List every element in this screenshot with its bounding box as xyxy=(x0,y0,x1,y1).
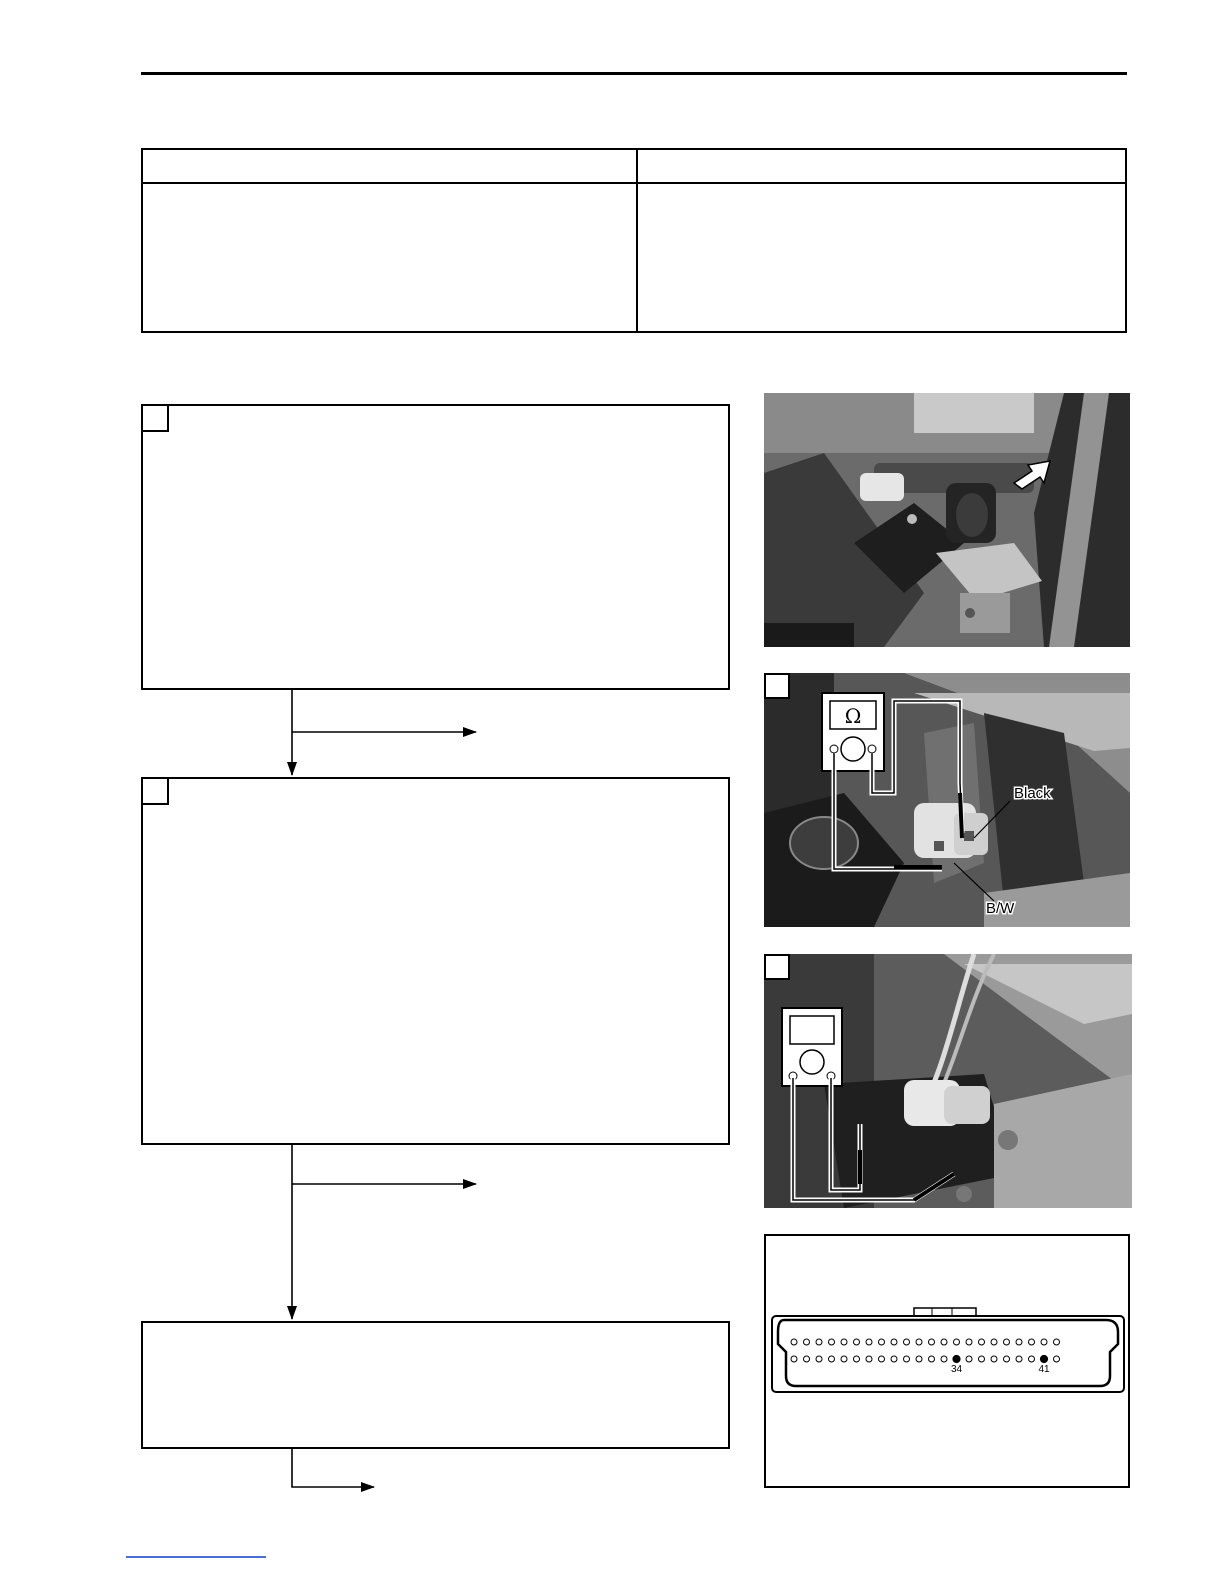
connector-pin xyxy=(941,1356,947,1362)
connector-pin xyxy=(791,1356,797,1362)
connector-pin xyxy=(1041,1339,1047,1345)
connector-pin xyxy=(866,1339,872,1345)
pin-41-label: 41 xyxy=(1038,1364,1050,1375)
connector-pin xyxy=(941,1339,947,1345)
ecm-connector-diagram xyxy=(764,1234,1130,1488)
ohm-symbol: Ω xyxy=(844,704,862,728)
connector-pin xyxy=(891,1339,897,1345)
connector-pin xyxy=(891,1356,897,1362)
photo-2-step-tag xyxy=(764,673,790,699)
connector-pin xyxy=(916,1339,922,1345)
connector-pin xyxy=(866,1356,872,1362)
connector-pin-highlighted xyxy=(953,1355,960,1362)
connector-pin xyxy=(979,1339,985,1345)
connector-pin xyxy=(1029,1339,1035,1345)
label-black: Black xyxy=(1014,785,1051,802)
connector-pin xyxy=(1029,1356,1035,1362)
connector-pin xyxy=(816,1339,822,1345)
connector-pin xyxy=(916,1356,922,1362)
arrow-step3-right xyxy=(292,1449,374,1487)
pin-34-label: 34 xyxy=(950,1364,963,1375)
connector-pin xyxy=(1016,1339,1022,1345)
connector-pin xyxy=(829,1339,835,1345)
connector-pin xyxy=(979,1356,985,1362)
connector-pin xyxy=(854,1339,860,1345)
connector-pin xyxy=(841,1356,847,1362)
photo-3-step-tag xyxy=(764,954,790,980)
connector-pin xyxy=(879,1339,885,1345)
connector-pin xyxy=(991,1356,997,1362)
connector-pin xyxy=(804,1356,810,1362)
connector-pin xyxy=(966,1356,972,1362)
connector-pin xyxy=(829,1356,835,1362)
photo-resistance-check xyxy=(764,673,1130,927)
connector-pin xyxy=(854,1356,860,1362)
connector-pin xyxy=(904,1356,910,1362)
footer-link-underline xyxy=(126,1556,266,1558)
connector-pin xyxy=(929,1339,935,1345)
photo-voltage-check xyxy=(764,954,1132,1208)
connector-pin xyxy=(1054,1339,1060,1345)
label-bw: B/W xyxy=(986,900,1015,917)
connector-pin xyxy=(1054,1356,1060,1362)
connector-pin xyxy=(904,1339,910,1345)
connector-pin xyxy=(804,1339,810,1345)
photo-component-location xyxy=(764,393,1130,647)
connector-pin xyxy=(1016,1356,1022,1362)
connector-pin xyxy=(879,1356,885,1362)
connector-pin xyxy=(1004,1339,1010,1345)
connector-pin xyxy=(929,1356,935,1362)
connector-pin xyxy=(841,1339,847,1345)
connector-pin xyxy=(966,1339,972,1345)
connector-pin xyxy=(1004,1356,1010,1362)
connector-pin xyxy=(991,1339,997,1345)
connector-pin xyxy=(816,1356,822,1362)
connector-pin xyxy=(791,1339,797,1345)
connector-pin-highlighted xyxy=(1040,1355,1047,1362)
connector-pin xyxy=(954,1339,960,1345)
